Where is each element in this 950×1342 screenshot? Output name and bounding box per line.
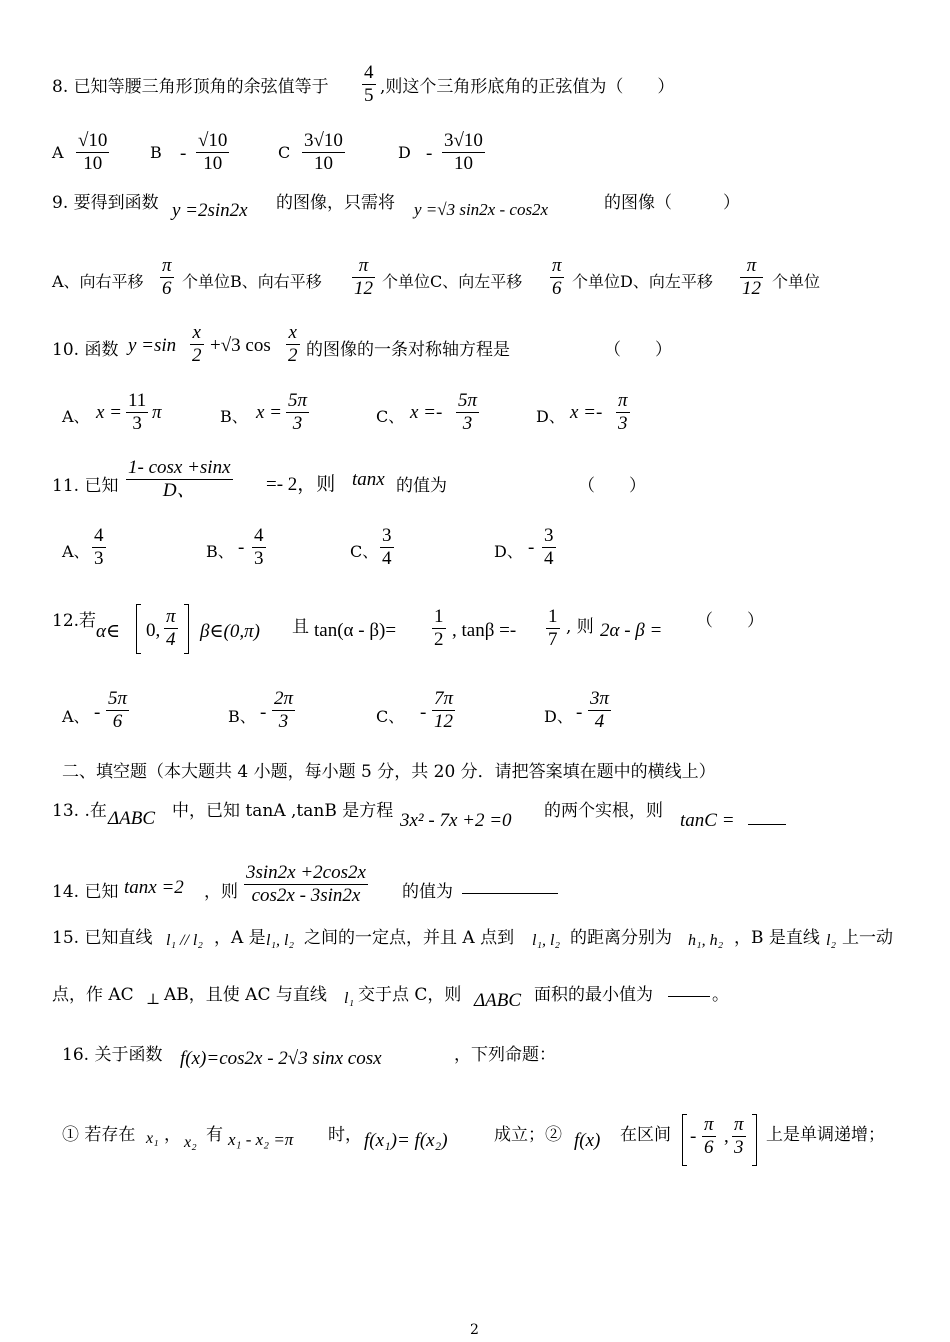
q13-triangle: ΔABC	[108, 808, 156, 829]
q9-option-b-frac: $\frac{\pi}{12}$	[354, 255, 373, 299]
q12-option-c-label: C、	[376, 707, 405, 726]
q13-stem-end: 的两个实根，则	[544, 801, 663, 821]
q15-text5: ，B 是直线	[734, 928, 820, 948]
q11-option-d-label: D、	[494, 542, 523, 561]
q9-source-function: y =√3 sin2x - cos2x	[414, 200, 549, 219]
q8-option-c: $\frac{3√10}{10}$	[304, 130, 343, 174]
q9-option-d-end: 个单位	[772, 272, 821, 291]
q15-perp: ⊥	[146, 992, 161, 1008]
q10-option-a-pi: π	[152, 402, 162, 423]
q16-x1: x₁	[146, 1130, 159, 1147]
page-number: 2	[470, 1322, 479, 1338]
q8-stem-end: ,则这个三角形底角的正弦值为（ ）	[380, 77, 675, 97]
q8-frac: $\frac{4}{5}$	[364, 62, 374, 106]
q10-option-b-label: B、	[220, 407, 248, 426]
q11-frac: $\frac{1- \cos x +\sin x}{D、}$	[128, 457, 231, 501]
q16-fx: f(x)	[574, 1130, 601, 1151]
q8-option-a-label: A	[52, 143, 64, 162]
q14-stem-end: 的值为	[402, 882, 453, 902]
q16-interval-comma: ,	[724, 1126, 729, 1147]
q12-option-d-frac: $\frac{3\pi}{4}$	[590, 688, 610, 732]
q8-option-c-label: C	[278, 143, 291, 162]
q11-option-b-label: B、	[206, 542, 234, 561]
q8-option-d-label: D	[398, 143, 411, 162]
q13-stem-mid: 中，已知 tanA ,tanB 是方程	[172, 801, 394, 821]
q15-text9: 交于点 C，则	[358, 985, 462, 1005]
section-2-heading: 二、填空题（本大题共 4 小题，每小题 5 分，共 20 分．请把答案填在题中的横线上）	[62, 762, 716, 782]
q9-option-a: A、向右平移	[52, 272, 144, 291]
q10-option-b-x: x =	[256, 402, 283, 423]
q12-expr: 2α - β =	[600, 620, 663, 641]
q9-option-c: 个单位C、向左平移	[382, 272, 523, 291]
q16-stem-end: ，下列命题：	[454, 1045, 556, 1065]
q14-stem-mid: ，则	[204, 882, 238, 902]
q11-option-a-frac: $\frac{4}{3}$	[94, 525, 104, 569]
q10-option-a-x: x =	[96, 402, 123, 423]
q8-option-b-sign: -	[180, 143, 187, 164]
q8-option-b: $\frac{√10}{10}$	[198, 130, 228, 174]
q14-answer-blank	[462, 877, 558, 894]
q15-text6: 上一动	[842, 928, 893, 948]
q16-right-bracket	[752, 1114, 757, 1166]
q11-option-c-label: C、	[350, 542, 379, 561]
q15-line2: l₂	[826, 932, 837, 949]
q12-option-c-sign: -	[420, 702, 427, 723]
q12-alpha: α∈	[96, 621, 121, 642]
q13-tanc: tanC =	[680, 810, 735, 831]
q16-when: 时，	[328, 1125, 362, 1145]
q12-option-a-label: A、	[62, 707, 90, 726]
q9-target-function: y =2sin2x	[172, 200, 248, 221]
q9-stem-end: 的图像（ ）	[604, 193, 740, 213]
q10-option-a-frac: $\frac{11}{3}$	[128, 390, 147, 434]
q11-paren: （ ）	[578, 476, 646, 496]
q11-option-b-frac: $\frac{4}{3}$	[254, 525, 264, 569]
q10-option-a-label: A、	[62, 407, 90, 426]
q13-answer-blank	[748, 808, 786, 825]
q10-plus: +√3 cos	[210, 335, 271, 356]
q16-diff: x₁ - x₂ =π	[228, 1130, 294, 1149]
q15-triangle: ΔABC	[474, 990, 522, 1011]
q12-option-a-sign: -	[94, 702, 101, 723]
q12-option-c-frac: $\frac{7\pi}{12}$	[434, 688, 454, 732]
q12-tan2: , tanβ =-	[452, 620, 517, 641]
q16-comma: ，	[164, 1125, 181, 1145]
q16-function: f(x)=cos2x - 2√3 sinx cosx	[180, 1048, 382, 1069]
q12-then: , 则	[566, 617, 594, 637]
q9-stem: 9. 要得到函数	[52, 193, 159, 213]
q16-prop1: ① 若存在	[62, 1125, 136, 1145]
q15-text7: 点，作 AC	[52, 985, 134, 1005]
q16-left-bracket	[682, 1114, 687, 1166]
q12-seventh: $\frac{1}{7}$	[548, 606, 558, 650]
q10-option-d-x: x =-	[570, 402, 603, 423]
q15-text8: AB，且使 AC 与直线	[164, 985, 327, 1005]
q12-option-d-label: D、	[544, 707, 573, 726]
q12-option-b-sign: -	[260, 702, 267, 723]
q12-stem: 12.若	[52, 611, 97, 631]
q12-beta: β∈(0,π)	[200, 621, 260, 642]
q9-option-d-frac: $\frac{\pi}{12}$	[742, 255, 761, 299]
q8-option-d-sign: -	[426, 143, 433, 164]
q10-option-c-x: x =-	[410, 402, 443, 423]
q12-pi-over-4: $\frac{\pi}{4}$	[166, 606, 176, 650]
q16-have: 有	[206, 1125, 223, 1145]
q15-text10: 面积的最小值为	[534, 985, 653, 1005]
q10-paren: （ ）	[604, 340, 672, 360]
q16-equality: f(x₁)= f(x₂)	[364, 1130, 448, 1151]
q10-stem-end: 的图像的一条对称轴方程是	[306, 340, 510, 360]
q16-interval-left: $\frac{\pi}{6}$	[704, 1114, 714, 1158]
q16-increasing: 上是单调递增；	[766, 1125, 885, 1145]
q15-lines: l₁, l₂	[266, 932, 295, 949]
q14-tan: tanx =2	[124, 877, 184, 898]
q16-interval-right: $\frac{\pi}{3}$	[734, 1114, 744, 1158]
q10-option-d-frac: $\frac{\pi}{3}$	[618, 390, 628, 434]
q8-option-d: $\frac{3√10}{10}$	[444, 130, 483, 174]
q12-option-a-frac: $\frac{5\pi}{6}$	[108, 688, 128, 732]
q11-option-d-frac: $\frac{3}{4}$	[544, 525, 554, 569]
q11-eq: =- 2，则	[266, 474, 336, 495]
q13-equation: 3x² - 7x +2 =0	[400, 810, 512, 831]
q12-and: 且	[292, 617, 309, 637]
q11-stem: 11. 已知	[52, 476, 119, 496]
q16-minus: -	[690, 1126, 697, 1147]
q12-option-b-frac: $\frac{2\pi}{3}$	[274, 688, 294, 732]
q14-frac: $\frac{3\sin 2x +2\cos 2x}{\cos 2x - 3\sin 2x}$	[246, 862, 366, 906]
q8-option-a: $\frac{√10}{10}$	[78, 130, 108, 174]
q12-option-b-label: B、	[228, 707, 256, 726]
q15-parallel: l₁ // l₂	[166, 932, 203, 949]
q15-text4: 的距离分别为	[570, 928, 672, 948]
q15-stem: 15. 已知直线	[52, 928, 153, 948]
q15-text11: 。	[712, 985, 729, 1005]
q10-y: y =sin	[128, 335, 177, 356]
q13-stem: 13. .在	[52, 801, 107, 821]
q9-option-a-frac: $\frac{\pi}{6}$	[162, 255, 172, 299]
q10-stem: 10. 函数	[52, 340, 119, 360]
q10-option-c-label: C、	[376, 407, 405, 426]
q12-half: $\frac{1}{2}$	[434, 606, 444, 650]
q15-lines2: l₁, l₂	[532, 932, 561, 949]
q8-option-b-label: B	[150, 143, 162, 162]
q11-stem-end: 的值为	[396, 476, 447, 496]
q11-tan: tanx	[352, 469, 385, 490]
q10-frac2: $\frac{x}{2}$	[288, 322, 298, 366]
q9-option-d: 个单位D、向左平移	[572, 272, 713, 291]
q15-line1: l₁	[344, 990, 355, 1007]
q15-text2: ，A 是	[214, 928, 266, 948]
q10-option-b-frac: $\frac{5\pi}{3}$	[288, 390, 308, 434]
q10-option-c-frac: $\frac{5\pi}{3}$	[458, 390, 478, 434]
q11-option-b-sign: -	[238, 537, 245, 558]
q12-zero: 0,	[146, 620, 161, 641]
q12-paren: （ ）	[696, 611, 764, 631]
q16-interval-text: 在区间	[620, 1125, 671, 1145]
q9-stem-mid: 的图像，只需将	[276, 193, 395, 213]
q16-stem: 16. 关于函数	[62, 1045, 163, 1065]
q16-x2: x₂	[184, 1134, 197, 1151]
q8-stem: 8. 已知等腰三角形顶角的余弦值等于	[52, 77, 329, 97]
q15-distances: h₁, h₂	[688, 932, 724, 949]
q11-option-d-sign: -	[528, 537, 535, 558]
q16-prop2: 成立；②	[494, 1125, 562, 1145]
q9-option-c-frac: $\frac{\pi}{6}$	[552, 255, 562, 299]
q10-frac1: $\frac{x}{2}$	[192, 322, 202, 366]
q11-option-c-frac: $\frac{3}{4}$	[382, 525, 392, 569]
q9-option-b: 个单位B、向右平移	[182, 272, 322, 291]
q15-answer-blank	[668, 980, 710, 997]
q12-right-paren	[184, 604, 189, 654]
q10-option-d-label: D、	[536, 407, 565, 426]
q12-option-d-sign: -	[576, 702, 583, 723]
q15-text3: 之间的一定点，并且 A 点到	[304, 928, 515, 948]
q14-stem: 14. 已知	[52, 882, 119, 902]
q12-left-paren	[136, 604, 141, 654]
q12-tan1: tan(α - β)=	[314, 620, 397, 641]
q11-option-a-label: A、	[62, 542, 90, 561]
